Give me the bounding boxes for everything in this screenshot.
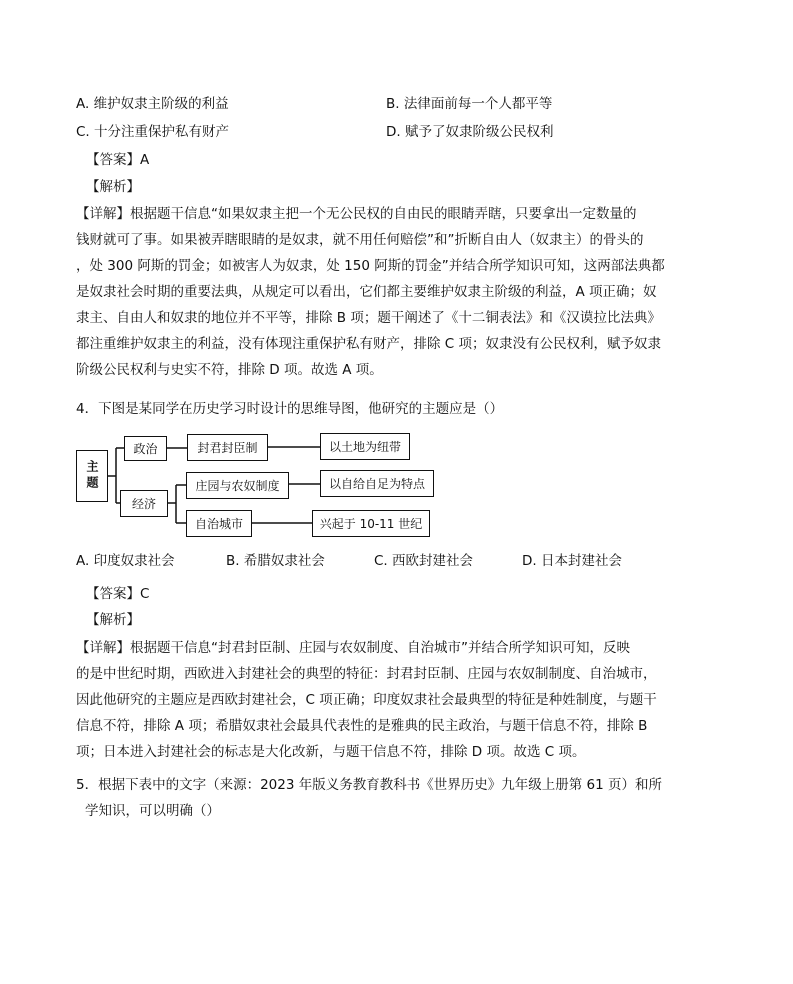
mindmap-city-label: 自治城市: [194, 517, 243, 531]
q5-stem-line: 5．根据下表中的文字（来源：2023 年版义务教育教科书《世界历史》九年级上册第 61 页）和所: [76, 777, 662, 793]
q4-option-a: A. 印度奴隶社会: [76, 553, 175, 569]
mindmap-land-box: [320, 433, 410, 460]
q3-detail-line: 隶主、自由人和奴隶的地位并不平等，排除 B 项；题干阐述了《十二铜表法》和《汉谟拉比法典》: [76, 310, 661, 326]
mindmap-manor-box: [186, 472, 289, 499]
q4-analysis-label: 【解析】: [86, 612, 140, 628]
q3-option-d: D. 赋予了奴隶阶级公民权利: [386, 124, 554, 140]
mindmap-land-label: 以土地为纽带: [328, 440, 401, 454]
q4-detail-line: 因此他研究的主题应是西欧封建社会，C 项正确；印度奴隶社会最典型的特征是种姓制度，与题干: [76, 692, 657, 708]
mindmap-rise-box: [312, 510, 430, 537]
mindmap-theme-label: 主题: [85, 460, 99, 492]
mindmap-self-sufficient-label: 以自给自足为特点: [328, 477, 425, 491]
mindmap-feudal-label: 封君封臣制: [197, 441, 258, 455]
q3-detail-paragraph: [76, 201, 676, 383]
q4-detail-line: 信息不符，排除 A 项；希腊奴隶社会最具代表性的是雅典的民主政治，与题干信息不符，排除 B: [76, 718, 648, 734]
q4-option-c: C. 西欧封建社会: [374, 553, 474, 569]
q4-detail-line: 【详解】根据题干信息“封君封臣制、庄园与农奴制度、自治城市”并结合所学知识可知，反映: [76, 640, 630, 656]
q3-detail-line: 阶级公民权利与史实不符，排除 D 项。故选 A 项。: [76, 362, 383, 378]
mindmap-economy-label: 经济: [131, 497, 156, 511]
mindmap-politics-box: [124, 436, 167, 461]
mindmap-feudal-box: [187, 434, 268, 461]
q3-option-a: A. 维护奴隶主阶级的利益: [76, 96, 229, 112]
q3-analysis-label: 【解析】: [86, 179, 140, 195]
mindmap-theme-box: [76, 450, 108, 502]
q4-option-d: D. 日本封建社会: [522, 553, 622, 569]
mindmap-manor-label: 庄园与农奴制度: [195, 479, 280, 493]
q4-option-b: B. 希腊奴隶社会: [226, 553, 325, 569]
q3-option-b: B. 法律面前每一个人都平等: [386, 96, 553, 112]
mindmap-self-sufficient-box: [320, 470, 434, 497]
q4-detail-line: 项；日本进入封建社会的标志是大化改新，与题干信息不符，排除 D 项。故选 C 项。: [76, 744, 586, 760]
q3-answer: 【答案】A: [86, 152, 150, 168]
q3-detail-line: ，处 300 阿斯的罚金；如被害人为奴隶，处 150 阿斯的罚金”并结合所学知识可知，这两部法典都: [76, 258, 665, 274]
mindmap-economy-box: [120, 490, 168, 517]
mindmap-politics-label: 政治: [133, 442, 158, 456]
q3-option-c: C. 十分注重保护私有财产: [76, 124, 230, 140]
mindmap-rise-label: 兴起于 10-11 世纪: [319, 517, 423, 531]
q3-detail-line: 钱财就可了事。如果被弄瞎眼睛的是奴隶，就不用任何赔偿”和”折断自由人（奴隶主）的骨头的: [76, 232, 644, 248]
q4-detail-paragraph: [76, 635, 676, 765]
q4-answer: 【答案】C: [86, 586, 150, 602]
q5-stem-line: 学知识，可以明确（）: [85, 803, 220, 819]
q4-stem: 4．下图是某同学在历史学习时设计的思维导图，他研究的主题应是（）: [76, 401, 504, 417]
q5-stem: [76, 772, 676, 824]
q4-detail-line: 的是中世纪时期，西欧进入封建社会的典型的特征：封君封臣制、庄园与农奴制制度、自治城市，: [76, 666, 657, 682]
q3-detail-line: 都注重维护奴隶主的利益，没有体现注重保护私有财产，排除 C 项；奴隶没有公民权利，赋予奴隶: [76, 336, 662, 352]
mindmap-city-box: [186, 510, 252, 537]
q3-detail-line: 是奴隶社会时期的重要法典，从规定可以看出，它们都主要维护奴隶主阶级的利益，A 项正确；奴: [76, 284, 657, 300]
q3-detail-line: 【详解】根据题干信息“如果奴隶主把一个无公民权的自由民的眼睛弄瞎，只要拿出一定数量的: [76, 206, 637, 222]
